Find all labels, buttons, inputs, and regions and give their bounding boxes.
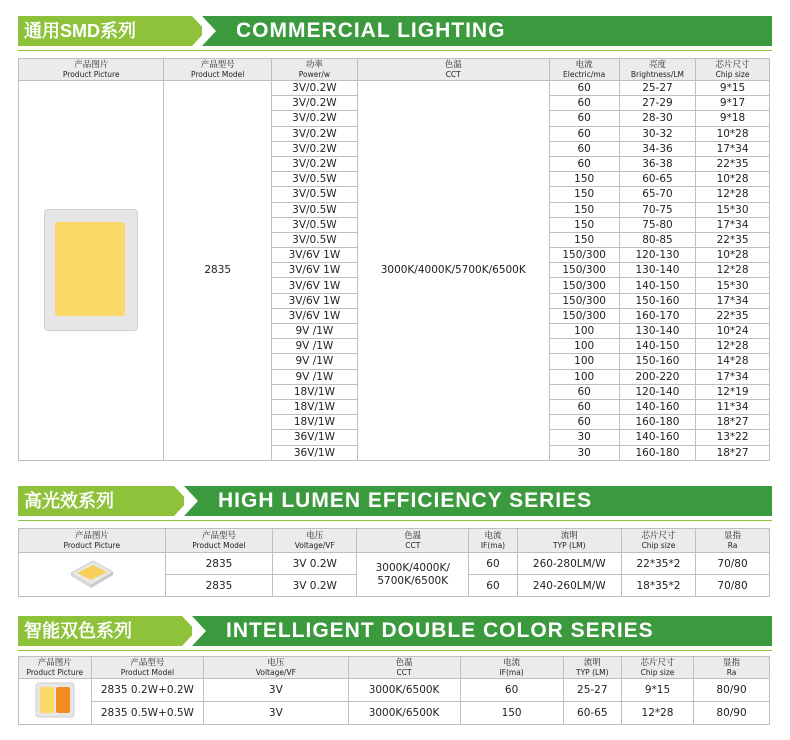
col-header-cct: 色温 CCT	[348, 657, 460, 679]
chip-size-cell: 14*28	[696, 354, 770, 369]
chip-size-cell: 12*28	[696, 339, 770, 354]
col-header-picture: 产品图片 Product Picture	[19, 529, 166, 553]
chip-size-cell: 9*15	[621, 679, 693, 702]
power-cell: 9V /1W	[271, 354, 357, 369]
ra-cell: 80/90	[694, 679, 770, 702]
model-cell: 2835	[165, 575, 273, 597]
lumen-cell: 240-260LM/W	[517, 575, 621, 597]
current-cell: 150	[549, 232, 619, 247]
product-picture-cell	[19, 679, 92, 725]
current-cell: 60	[549, 126, 619, 141]
current-cell: 100	[549, 369, 619, 384]
section1-banner	[18, 16, 772, 46]
current-cell: 150	[549, 172, 619, 187]
chip-size-cell: 12*28	[696, 187, 770, 202]
brightness-cell: 120-130	[619, 248, 695, 263]
current-cell: 150/300	[549, 308, 619, 323]
cct-cell: 3000K/4000K/ 5700K/6500K	[357, 553, 469, 597]
chip-size-cell: 18*35*2	[621, 575, 695, 597]
col-header-power: 功率 Power/w	[271, 59, 357, 81]
chip-size-cell: 22*35*2	[621, 553, 695, 575]
table-row	[19, 81, 770, 96]
brightness-cell: 60-65	[619, 172, 695, 187]
chip-size-cell: 12*19	[696, 384, 770, 399]
brightness-cell: 34-36	[619, 141, 695, 156]
chip-size-cell: 10*28	[696, 248, 770, 263]
current-cell: 30	[549, 445, 619, 460]
power-cell: 3V/6V 1W	[271, 308, 357, 323]
brightness-cell: 27-29	[619, 96, 695, 111]
table-row	[19, 679, 770, 702]
brightness-cell: 160-180	[619, 415, 695, 430]
current-cell: 60	[549, 415, 619, 430]
col-header-model: 产品型号 Product Model	[164, 59, 271, 81]
voltage-cell: 3V	[204, 679, 348, 702]
chip-size-cell: 9*17	[696, 96, 770, 111]
led-chip-icon	[67, 557, 117, 589]
brightness-cell: 150-160	[619, 354, 695, 369]
power-cell: 3V/0.2W	[271, 96, 357, 111]
power-cell: 3V/0.5W	[271, 202, 357, 217]
cct-cell: 3000K/6500K	[348, 702, 460, 725]
brightness-cell: 130-140	[619, 324, 695, 339]
section1-title-en: COMMERCIAL LIGHTING	[202, 16, 772, 46]
col-header-brightness: 亮度 Brightness/LM	[619, 59, 695, 81]
current-cell: 150	[549, 217, 619, 232]
col-header-cct: 色温 CCT	[357, 529, 469, 553]
section2-banner	[18, 486, 772, 516]
product-picture-cell	[19, 81, 164, 461]
chip-size-cell: 18*27	[696, 415, 770, 430]
chip-size-cell: 17*34	[696, 141, 770, 156]
chip-size-cell: 17*34	[696, 293, 770, 308]
current-cell: 60	[549, 156, 619, 171]
power-cell: 18V/1W	[271, 384, 357, 399]
led-chip-icon	[44, 209, 138, 331]
col-header-voltage: 电压 Voltage/VF	[273, 529, 357, 553]
brightness-cell: 140-160	[619, 430, 695, 445]
dual-color-led-icon	[35, 682, 75, 718]
ra-cell: 80/90	[694, 702, 770, 725]
power-cell: 18V/1W	[271, 415, 357, 430]
brightness-cell: 70-75	[619, 202, 695, 217]
power-cell: 3V/0.2W	[271, 141, 357, 156]
chip-size-cell: 13*22	[696, 430, 770, 445]
power-cell: 3V/6V 1W	[271, 278, 357, 293]
section2-title-zh: 高光效系列	[18, 486, 174, 516]
chip-size-cell: 15*30	[696, 202, 770, 217]
current-cell: 60	[469, 575, 517, 597]
brightness-cell: 160-170	[619, 308, 695, 323]
chip-size-cell: 12*28	[621, 702, 693, 725]
brightness-cell: 30-32	[619, 126, 695, 141]
current-cell: 60	[469, 553, 517, 575]
chip-size-cell: 11*34	[696, 399, 770, 414]
brightness-cell: 150-160	[619, 293, 695, 308]
brightness-cell: 25-27	[619, 81, 695, 96]
current-cell: 150/300	[549, 293, 619, 308]
chip-size-cell: 17*34	[696, 369, 770, 384]
col-header-chip-size: 芯片尺寸 Chip size	[696, 59, 770, 81]
section3-banner	[18, 616, 772, 646]
current-cell: 150/300	[549, 263, 619, 278]
brightness-cell: 140-160	[619, 399, 695, 414]
chip-size-cell: 9*18	[696, 111, 770, 126]
col-header-chip-size: 芯片尺寸 Chip size	[621, 529, 695, 553]
col-header-current: 电流 IF(ma)	[469, 529, 517, 553]
table-row	[19, 702, 770, 725]
model-cell: 2835	[164, 81, 271, 461]
chip-size-cell: 10*28	[696, 126, 770, 141]
power-cell: 3V/0.5W	[271, 232, 357, 247]
power-cell: 3V/0.5W	[271, 217, 357, 232]
power-cell: 3V/0.2W	[271, 111, 357, 126]
chip-size-cell: 9*15	[696, 81, 770, 96]
col-header-cct: 色温 CCT	[357, 59, 549, 81]
current-cell: 60	[549, 384, 619, 399]
current-cell: 150/300	[549, 278, 619, 293]
col-header-picture: 产品图片 Product Picture	[19, 657, 92, 679]
brightness-cell: 75-80	[619, 217, 695, 232]
col-header-lumen: 流明 TYP (LM)	[517, 529, 621, 553]
current-cell: 60	[549, 399, 619, 414]
lumen-cell: 260-280LM/W	[517, 553, 621, 575]
current-cell: 60	[549, 141, 619, 156]
brightness-cell: 140-150	[619, 339, 695, 354]
cct-cell: 3000K/4000K/5700K/6500K	[357, 81, 549, 461]
brightness-cell: 130-140	[619, 263, 695, 278]
section2-title-en: HIGH LUMEN EFFICIENCY SERIES	[184, 486, 772, 516]
section1-title-zh: 通用SMD系列	[18, 16, 192, 46]
voltage-cell: 3V	[204, 702, 348, 725]
model-cell: 2835 0.2W+0.2W	[91, 679, 204, 702]
section3-title-zh: 智能双色系列	[18, 616, 182, 646]
power-cell: 3V/6V 1W	[271, 263, 357, 278]
current-cell: 150	[549, 202, 619, 217]
col-header-lumen: 流明 TYP (LM)	[563, 657, 621, 679]
brightness-cell: 36-38	[619, 156, 695, 171]
current-cell: 100	[549, 339, 619, 354]
commercial-table-body	[19, 81, 770, 461]
power-cell: 3V/0.5W	[271, 172, 357, 187]
chip-size-cell: 10*24	[696, 324, 770, 339]
chip-size-cell: 22*35	[696, 232, 770, 247]
chip-size-cell: 15*30	[696, 278, 770, 293]
col-header-current: 电流 Electric/ma	[549, 59, 619, 81]
model-cell: 2835	[165, 553, 273, 575]
power-cell: 3V/6V 1W	[271, 293, 357, 308]
power-cell: 9V /1W	[271, 324, 357, 339]
ra-cell: 70/80	[696, 553, 770, 575]
current-cell: 150	[460, 702, 563, 725]
power-cell: 9V /1W	[271, 369, 357, 384]
col-header-picture: 产品图片 Product Picture	[19, 59, 164, 81]
lumen-cell: 60-65	[563, 702, 621, 725]
product-picture-cell	[19, 553, 166, 597]
power-cell: 3V/0.5W	[271, 187, 357, 202]
lumen-cell: 25-27	[563, 679, 621, 702]
power-cell: 3V/0.2W	[271, 156, 357, 171]
col-header-current: 电流 IF(ma)	[460, 657, 563, 679]
table-row	[19, 553, 770, 575]
power-cell: 36V/1W	[271, 430, 357, 445]
col-header-ra: 显指 Ra	[694, 657, 770, 679]
col-header-chip-size: 芯片尺寸 Chip size	[621, 657, 693, 679]
high-lumen-table	[18, 528, 770, 597]
power-cell: 3V/6V 1W	[271, 248, 357, 263]
commercial-lighting-table	[18, 58, 770, 461]
chip-size-cell: 12*28	[696, 263, 770, 278]
voltage-cell: 3V 0.2W	[273, 553, 357, 575]
current-cell: 60	[549, 81, 619, 96]
double-color-table	[18, 656, 770, 725]
current-cell: 30	[549, 430, 619, 445]
current-cell: 150/300	[549, 248, 619, 263]
chip-size-cell: 17*34	[696, 217, 770, 232]
chip-size-cell: 22*35	[696, 156, 770, 171]
power-cell: 9V /1W	[271, 339, 357, 354]
ra-cell: 70/80	[696, 575, 770, 597]
brightness-cell: 120-140	[619, 384, 695, 399]
current-cell: 60	[549, 96, 619, 111]
voltage-cell: 3V 0.2W	[273, 575, 357, 597]
current-cell: 100	[549, 324, 619, 339]
brightness-cell: 28-30	[619, 111, 695, 126]
brightness-cell: 65-70	[619, 187, 695, 202]
power-cell: 18V/1W	[271, 399, 357, 414]
brightness-cell: 140-150	[619, 278, 695, 293]
col-header-model: 产品型号 Product Model	[165, 529, 273, 553]
power-cell: 3V/0.2W	[271, 81, 357, 96]
col-header-ra: 显指 Ra	[696, 529, 770, 553]
col-header-voltage: 电压 Voltage/VF	[204, 657, 348, 679]
col-header-model: 产品型号 Product Model	[91, 657, 204, 679]
current-cell: 60	[460, 679, 563, 702]
brightness-cell: 160-180	[619, 445, 695, 460]
chip-size-cell: 18*27	[696, 445, 770, 460]
power-cell: 36V/1W	[271, 445, 357, 460]
chip-size-cell: 10*28	[696, 172, 770, 187]
chip-size-cell: 22*35	[696, 308, 770, 323]
brightness-cell: 80-85	[619, 232, 695, 247]
power-cell: 3V/0.2W	[271, 126, 357, 141]
current-cell: 150	[549, 187, 619, 202]
section3-title-en: INTELLIGENT DOUBLE COLOR SERIES	[192, 616, 772, 646]
cct-cell: 3000K/6500K	[348, 679, 460, 702]
brightness-cell: 200-220	[619, 369, 695, 384]
model-cell: 2835 0.5W+0.5W	[91, 702, 204, 725]
current-cell: 60	[549, 111, 619, 126]
current-cell: 100	[549, 354, 619, 369]
